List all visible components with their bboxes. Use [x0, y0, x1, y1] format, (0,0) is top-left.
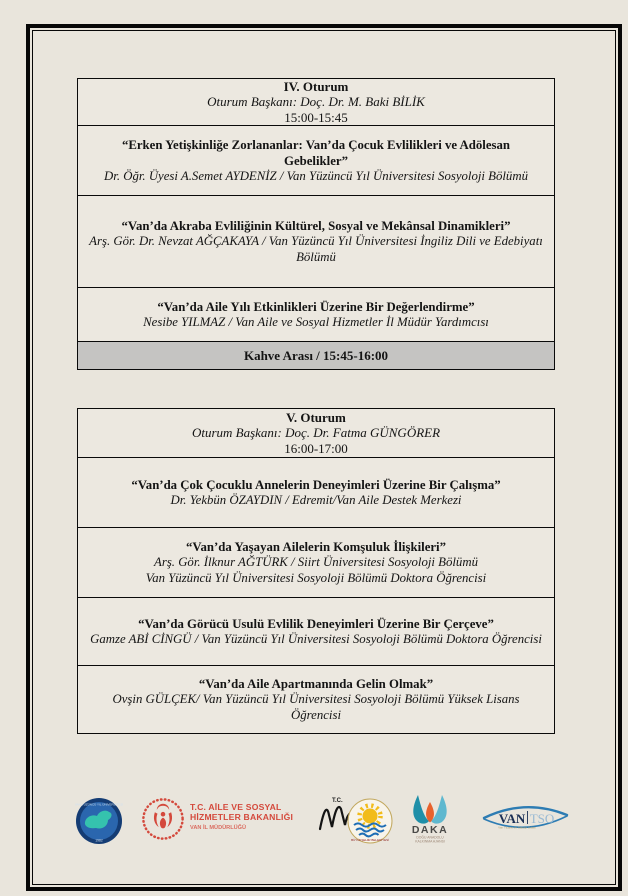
talk-row [78, 665, 554, 733]
talk-row [78, 457, 554, 527]
municipality-tc-label: T.C. [332, 798, 343, 804]
daka-agency-logo [407, 794, 453, 851]
ministry-text [190, 802, 293, 833]
family-ministry-logo [141, 797, 293, 841]
talk-row [78, 287, 554, 341]
ministry-line1: T.C. AİLE VE SOSYAL [190, 802, 282, 812]
session4-time: 15:00-15:45 [284, 109, 348, 125]
talk-row [78, 527, 554, 597]
daka-flame-icon [407, 794, 453, 846]
session5-header-row [78, 409, 554, 457]
talk-title: “Van’da Akraba Evliliğinin Kültürel, Sosyal ve Mekânsal Dinamikleri” [121, 219, 511, 233]
talk-row [78, 125, 554, 195]
talk-speaker: Dr. Öğr. Üyesi A.Semet AYDENİZ / Van Yüzüncü Yıl Üniversitesi Sosyoloji Bölümü [104, 168, 528, 183]
vantso-van-text: VAN [498, 811, 526, 826]
ministry-line2: HİZMETLER BAKANLIĞI [190, 812, 294, 822]
municipality-emblem-icon [318, 795, 398, 847]
municipality-sub-text: BÜYÜKŞEHİR BELEDİYESİ [351, 838, 389, 842]
talk-row [78, 195, 554, 287]
university-ring-text: VAN YÜZÜNCÜ YIL ÜNİVERSİTESİ [75, 802, 123, 807]
van-tso-swoosh-icon [481, 803, 569, 837]
coffee-break-row: Kahve Arası / 15:45-16:00 [78, 341, 554, 369]
talk-title: “Van’da Görücü Usulü Evlilik Deneyimleri Üzerine Bir Çerçeve” [138, 616, 494, 631]
session4-title: IV. Oturum [283, 78, 349, 94]
session5-chair: Oturum Başkanı: Doç. Dr. Fatma GÜNGÖRER [191, 425, 441, 441]
session5-table [77, 408, 555, 734]
university-seal-icon [75, 797, 123, 845]
session4-chair: Oturum Başkanı: Doç. Dr. M. Baki BİLİK [207, 94, 425, 110]
ministry-emblem-icon [141, 797, 185, 841]
session4-table [77, 78, 555, 370]
van-tso-logo [481, 803, 569, 842]
talk-title: “Van’da Çok Çocuklu Annelerin Deneyimleri Üzerine Bir Çalışma” [131, 477, 501, 492]
talk-speaker: Dr. Yekbün ÖZAYDIN / Edremit/Van Aile Destek Merkezi [170, 492, 462, 507]
talk-speaker-line2: Van Yüzüncü Yıl Üniversitesi Sosyoloji Bölümü Doktora Öğrencisi [145, 570, 487, 585]
ministry-line3: VAN İL MÜDÜRLÜĞÜ [190, 825, 247, 831]
talk-speaker: Gamze ABİ CİNGÜ / Van Yüzüncü Yıl Üniversitesi Sosyoloji Bölümü Doktora Öğrencisi [90, 631, 542, 646]
van-yuzuncu-yil-university-logo [75, 797, 123, 850]
talk-title: “Van’da Aile Yılı Etkinlikleri Üzerine Bir Değerlendirme” [157, 299, 475, 314]
session5-title: V. Oturum [286, 409, 346, 425]
daka-sub2: KALKINMA AJANSI [415, 839, 445, 844]
daka-name: DAKA [411, 824, 449, 836]
talk-row [78, 597, 554, 665]
vantso-tagline: Van Ticaret ve Sanayi Odası [498, 825, 536, 830]
daka-sub1: DOĞU ANADOLU [416, 835, 444, 840]
university-year: 1982 [95, 838, 103, 843]
talk-title: “Van’da Aile Apartmanında Gelin Olmak” [198, 677, 434, 691]
session5-time: 16:00-17:00 [284, 440, 348, 456]
talk-speaker: Arş. Gör. Dr. Nevzat AĞÇAKAYA / Van Yüzüncü Yıl Üniversitesi İngiliz Dili ve Edebiyatı Bölümü [89, 234, 543, 264]
talk-title: “Erken Yetişkinliğe Zorlananlar: Van’da Çocuk Evlilikleri ve Adölesan Gebelikler” [121, 137, 511, 168]
session4-header-row [78, 79, 554, 125]
talk-speaker: Nesibe YILMAZ / Van Aile ve Sosyal Hizmetler İl Müdür Yardımcısı [143, 314, 489, 329]
vantso-tso-text: TSO [529, 811, 555, 826]
talk-title: “Van’da Yaşayan Ailelerin Komşuluk İlişkileri” [185, 540, 447, 554]
talk-speaker: Arş. Gör. İlknur AĞTÜRK / Siirt Üniversitesi Sosyoloji Bölümü [154, 555, 478, 569]
van-municipality-logo [318, 795, 398, 847]
talk-speaker: Ovşin GÜLÇEK/ Van Yüzüncü Yıl Üniversitesi Sosyoloji Bölümü Yüksek Lisans Öğrencisi [112, 692, 520, 722]
